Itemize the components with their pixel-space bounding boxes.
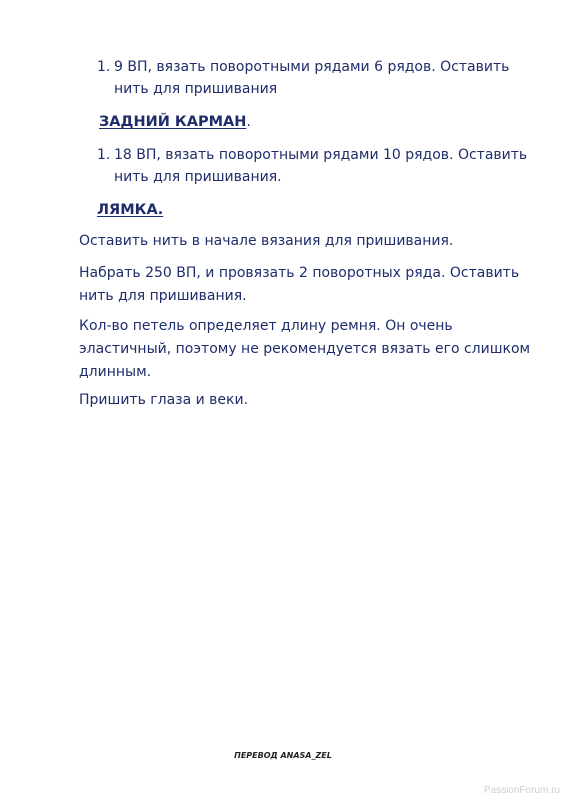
paragraph-4: Пришить глаза и веки. xyxy=(79,392,249,408)
heading-strap xyxy=(97,200,163,220)
heading-back-pocket-title: ЗАДНИЙ КАРМАН xyxy=(99,114,247,130)
heading-back-pocket-period: . xyxy=(246,114,251,130)
heading-strap-title: ЛЯМКА. xyxy=(97,202,164,218)
list-text: 9 ВП, вязать поворотными рядами 6 рядов. Оставить нить для пришивания xyxy=(114,59,510,97)
paragraph-2: Набрать 250 ВП, и провязать 2 поворотных ряда. Оставить нить для пришивания. xyxy=(79,265,520,304)
list-number: 1. xyxy=(97,147,111,163)
page-footer: ПЕРЕВОД ANASA_ZEL xyxy=(234,751,332,760)
heading-back-pocket xyxy=(99,112,251,132)
list-number: 1. xyxy=(97,59,111,75)
paragraph-1: Оставить нить в начале вязания для пришивания. xyxy=(79,233,454,249)
list-text: 18 ВП, вязать поворотными рядами 10 рядов. Оставить нить для пришивания. xyxy=(114,147,528,185)
watermark: PassionForum.ru xyxy=(483,785,560,796)
paragraph-3: Кол-во петель определяет длину ремня. Он очень эластичный, поэтому не рекомендуется вязать его слишком длинным. xyxy=(79,318,531,380)
